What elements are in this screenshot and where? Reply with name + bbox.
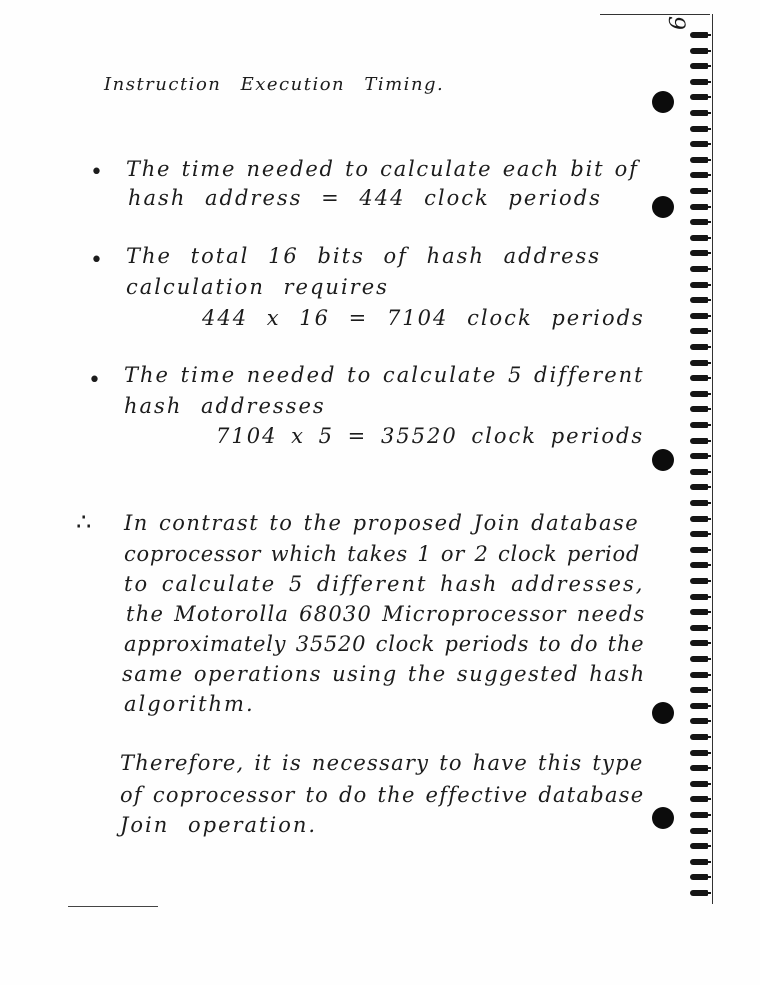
binder-hole	[652, 91, 674, 113]
spiral-coil	[690, 172, 708, 178]
conclusion-line: same operations using the suggested hash	[122, 662, 646, 686]
spiral-coil	[690, 438, 708, 444]
spiral-coil	[690, 516, 708, 522]
conclusion-line: coprocessor which takes 1 or 2 clock period	[124, 542, 641, 566]
spiral-coil	[690, 859, 708, 865]
bullet-marker: •	[90, 160, 103, 185]
spiral-coil	[690, 796, 708, 802]
spiral-coil	[690, 625, 708, 631]
spiral-coil	[690, 718, 708, 724]
spiral-coil	[690, 375, 708, 381]
final-line: Join operation.	[120, 813, 318, 837]
spiral-coil	[690, 469, 708, 475]
binder-hole	[652, 449, 674, 471]
bullet-marker: •	[90, 248, 103, 273]
spiral-binding	[690, 32, 710, 902]
spiral-coil	[690, 547, 708, 553]
conclusion-line: algorithm.	[124, 692, 255, 716]
bullet-2-calculation: 444 x 16 = 7104 clock periods	[202, 306, 645, 330]
spiral-coil	[690, 531, 708, 537]
spiral-coil	[690, 235, 708, 241]
spiral-coil	[690, 48, 708, 54]
conclusion-line: approximately 35520 clock periods to do the	[124, 632, 645, 656]
bullet-3-calculation: 7104 x 5 = 35520 clock periods	[216, 424, 645, 448]
spiral-coil	[690, 703, 708, 709]
spiral-binding-edge	[712, 14, 713, 904]
spiral-coil	[690, 188, 708, 194]
spiral-coil	[690, 781, 708, 787]
spiral-coil	[690, 843, 708, 849]
spiral-coil	[690, 422, 708, 428]
spiral-coil	[690, 157, 708, 163]
conclusion-line: to calculate 5 different hash addresses,	[124, 572, 645, 596]
bullet-3-line-2: hash addresses	[124, 394, 326, 418]
spiral-coil	[690, 110, 708, 116]
spiral-coil	[690, 250, 708, 256]
spiral-coil	[690, 687, 708, 693]
spiral-coil	[690, 484, 708, 490]
spiral-coil	[690, 765, 708, 771]
spiral-coil	[690, 562, 708, 568]
spiral-coil	[690, 141, 708, 147]
spiral-coil	[690, 94, 708, 100]
final-line: Therefore, it is necessary to have this type	[120, 751, 644, 775]
spiral-coil	[690, 204, 708, 210]
bullet-2-line-2: calculation requires	[126, 275, 389, 299]
spiral-coil	[690, 344, 708, 350]
spiral-coil	[690, 890, 708, 896]
spiral-coil	[690, 328, 708, 334]
top-edge-line	[600, 14, 710, 15]
bullet-1-line-1: The time needed to calculate each bit of	[126, 157, 639, 181]
binder-hole	[652, 807, 674, 829]
spiral-coil	[690, 578, 708, 584]
spiral-coil	[690, 750, 708, 756]
spiral-coil	[690, 734, 708, 740]
bullet-1-line-2: hash address = 444 clock periods	[128, 186, 602, 210]
spiral-coil	[690, 828, 708, 834]
spiral-coil	[690, 656, 708, 662]
bottom-margin-line	[68, 906, 158, 907]
spiral-coil	[690, 391, 708, 397]
final-line: of coprocessor to do the effective database	[120, 783, 645, 807]
spiral-coil	[690, 79, 708, 85]
bullet-marker: •	[88, 368, 101, 393]
spiral-coil	[690, 640, 708, 646]
spiral-coil	[690, 812, 708, 818]
binder-hole	[652, 702, 674, 724]
page-title: Instruction Execution Timing.	[104, 74, 445, 95]
spiral-coil	[690, 609, 708, 615]
binder-hole	[652, 196, 674, 218]
spiral-coil	[690, 63, 708, 69]
spiral-coil	[690, 360, 708, 366]
spiral-coil	[690, 282, 708, 288]
spiral-coil	[690, 313, 708, 319]
spiral-coil	[690, 500, 708, 506]
conclusion-line: In contrast to the proposed Join database	[124, 511, 640, 535]
conclusion-line: the Motorolla 68030 Microprocessor needs	[126, 602, 646, 626]
spiral-coil	[690, 32, 708, 38]
therefore-symbol: ∴	[76, 508, 92, 536]
bullet-3-line-1: The time needed to calculate 5 different	[124, 363, 645, 387]
spiral-coil	[690, 672, 708, 678]
spiral-coil	[690, 219, 708, 225]
spiral-coil	[690, 453, 708, 459]
bullet-2-line-1: The total 16 bits of hash address	[126, 244, 602, 268]
spiral-coil	[690, 266, 708, 272]
spiral-coil	[690, 297, 708, 303]
spiral-coil	[690, 874, 708, 880]
page-number: 9	[663, 16, 688, 31]
spiral-coil	[690, 594, 708, 600]
spiral-coil	[690, 406, 708, 412]
spiral-coil	[690, 126, 708, 132]
